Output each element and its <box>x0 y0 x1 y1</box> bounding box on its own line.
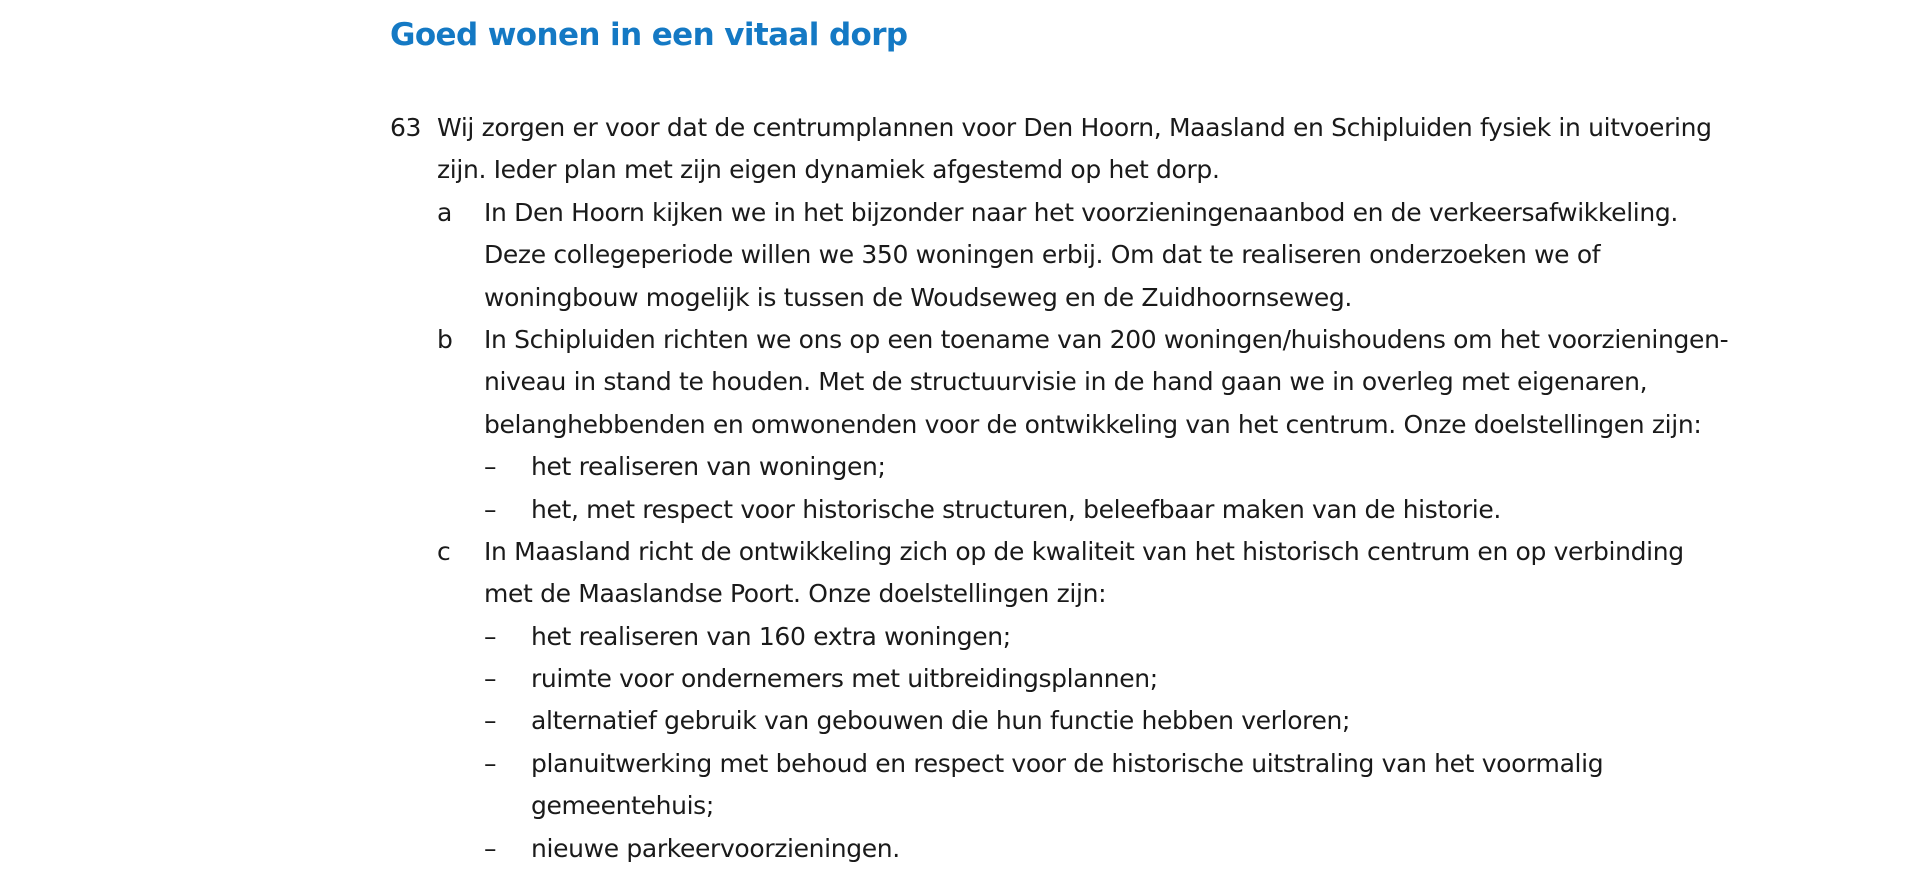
subitem-marker: c <box>437 536 451 566</box>
bullet-line <box>390 700 1770 742</box>
subitem-line <box>390 573 1770 615</box>
subitem-text: met de Maaslandse Poort. Onze doelstellingen zijn: <box>484 579 1107 609</box>
bullet-dash: – <box>484 494 497 524</box>
bullet-dash: – <box>484 452 497 482</box>
bullet-dash: – <box>484 748 497 778</box>
bullet-line <box>390 489 1770 531</box>
bullet-line <box>390 743 1770 785</box>
bullet-dash: – <box>484 621 497 651</box>
bullet-text: het realiseren van 160 extra woningen; <box>531 621 1011 651</box>
subitem-text: woningbouw mogelijk is tussen de Woudseweg en de Zuidhoornseweg. <box>484 282 1353 312</box>
bullet-text: ruimte voor ondernemers met uitbreidingsplannen; <box>531 664 1158 694</box>
bullet-dash: – <box>484 706 497 736</box>
bullet-text: alternatief gebruik van gebouwen die hun functie hebben verloren; <box>531 706 1351 736</box>
subitem-line <box>390 319 1770 361</box>
subitem-line <box>390 404 1770 446</box>
section-heading: Goed wonen in een vitaal dorp <box>390 17 908 53</box>
subitem-marker: b <box>437 324 453 354</box>
subitem-line <box>390 192 1770 234</box>
numbered-item-63 <box>390 107 1770 870</box>
bullet-text: nieuwe parkeervoorzieningen. <box>531 833 900 863</box>
subitem-marker: a <box>437 197 452 227</box>
bullet-text: planuitwerking met behoud en respect voor de historische uitstraling van het voormalig <box>531 748 1604 778</box>
bullet-line <box>390 616 1770 658</box>
subitem-line <box>390 361 1770 403</box>
subitem-line <box>390 234 1770 276</box>
subitem-text: belanghebbenden en omwonenden voor de ontwikkeling van het centrum. Onze doelstellingen zijn: <box>484 409 1702 439</box>
item-text-line <box>390 107 1770 149</box>
bullet-line <box>390 785 1770 827</box>
bullet-dash: – <box>484 833 497 863</box>
bullet-dash: – <box>484 664 497 694</box>
subitem-text: In Den Hoorn kijken we in het bijzonder naar het voorzieningenaanbod en de verkeersafwikkeling. <box>484 197 1679 227</box>
subitem-line <box>390 277 1770 319</box>
subitem-text: niveau in stand te houden. Met de structuurvisie in de hand gaan we in overleg met eigenaren, <box>484 367 1648 397</box>
bullet-line <box>390 658 1770 700</box>
bullet-text: gemeentehuis; <box>531 791 714 821</box>
subitem-line <box>390 531 1770 573</box>
bullet-line <box>390 828 1770 870</box>
item-text: zijn. Ieder plan met zijn eigen dynamiek afgestemd op het dorp. <box>437 155 1220 185</box>
bullet-line <box>390 446 1770 488</box>
item-number: 63 <box>390 113 422 142</box>
item-text: Wij zorgen er voor dat de centrumplannen voor Den Hoorn, Maasland en Schipluiden fysiek in uitvoering <box>437 113 1712 142</box>
subitem-text: Deze collegeperiode willen we 350 woningen erbij. Om dat te realiseren onderzoeken we of <box>484 240 1601 270</box>
item-text-line <box>390 149 1770 191</box>
bullet-text: het realiseren van woningen; <box>531 452 886 482</box>
bullet-text: het, met respect voor historische structuren, beleefbaar maken van de historie. <box>531 494 1502 524</box>
subitem-text: In Schipluiden richten we ons op een toename van 200 woningen/huishoudens om het voorzieningen- <box>484 324 1729 354</box>
subitem-text: In Maasland richt de ontwikkeling zich op de kwaliteit van het historisch centrum en op verbinding <box>484 536 1684 566</box>
